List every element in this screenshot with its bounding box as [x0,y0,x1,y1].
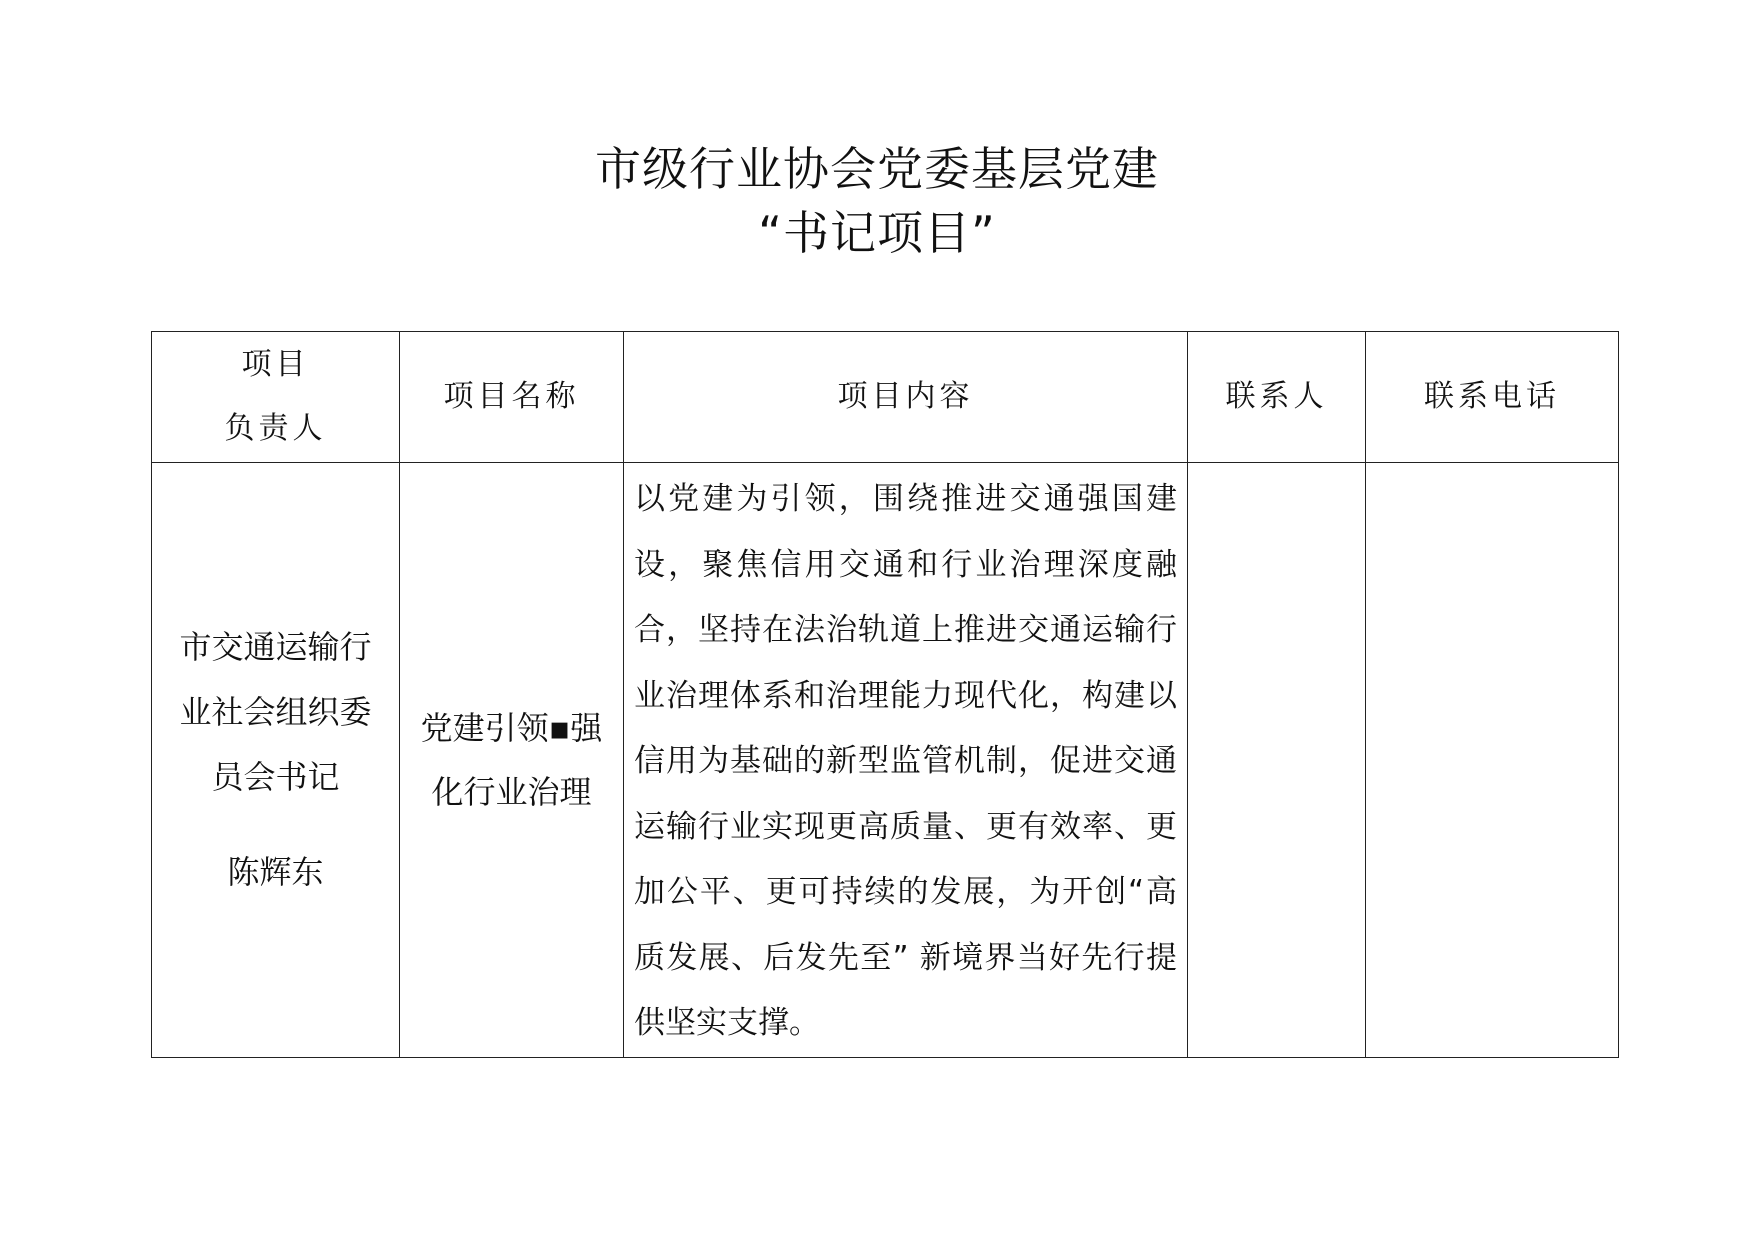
cell-project-name: 党建引领▪强化行业治理 [400,463,624,1058]
table-row [152,463,1619,1058]
project-table [151,331,1619,1058]
cell-phone [1366,463,1619,1058]
cell-contact [1188,463,1366,1058]
table-header-row [152,332,1619,463]
header-project-content: 项目内容 [624,332,1188,463]
header-leader-line-2: 负责人 [224,411,327,446]
leader-name: 陈辉东 [227,852,324,891]
document-title [0,137,1754,265]
header-project-name: 项目名称 [400,332,624,463]
cell-leader [152,463,400,1058]
cell-project-content: 以党建为引领，围绕推进交通强国建设，聚焦信用交通和行业治理深度融合，坚持在法治轨道上推进交通运输行业治理体系和治理能力现代化，构建以信用为基础的新型监管机制，促进交通运输行业实现更高质量、更有效率、更加公平、更可持续的发展，为开创“高质发展、后发先至” 新境界当好先行提供坚实支撑。 [624,463,1188,1058]
header-contact: 联系人 [1188,332,1366,463]
header-leader [152,332,400,463]
header-leader-line-1: 项目 [241,347,310,382]
title-line-2: “书记项目” [758,206,996,260]
header-phone: 联系电话 [1366,332,1619,463]
leader-role: 市交通运输行业社会组织委员会书记 [179,627,372,796]
title-line-1: 市级行业协会党委基层党建 [595,142,1159,196]
